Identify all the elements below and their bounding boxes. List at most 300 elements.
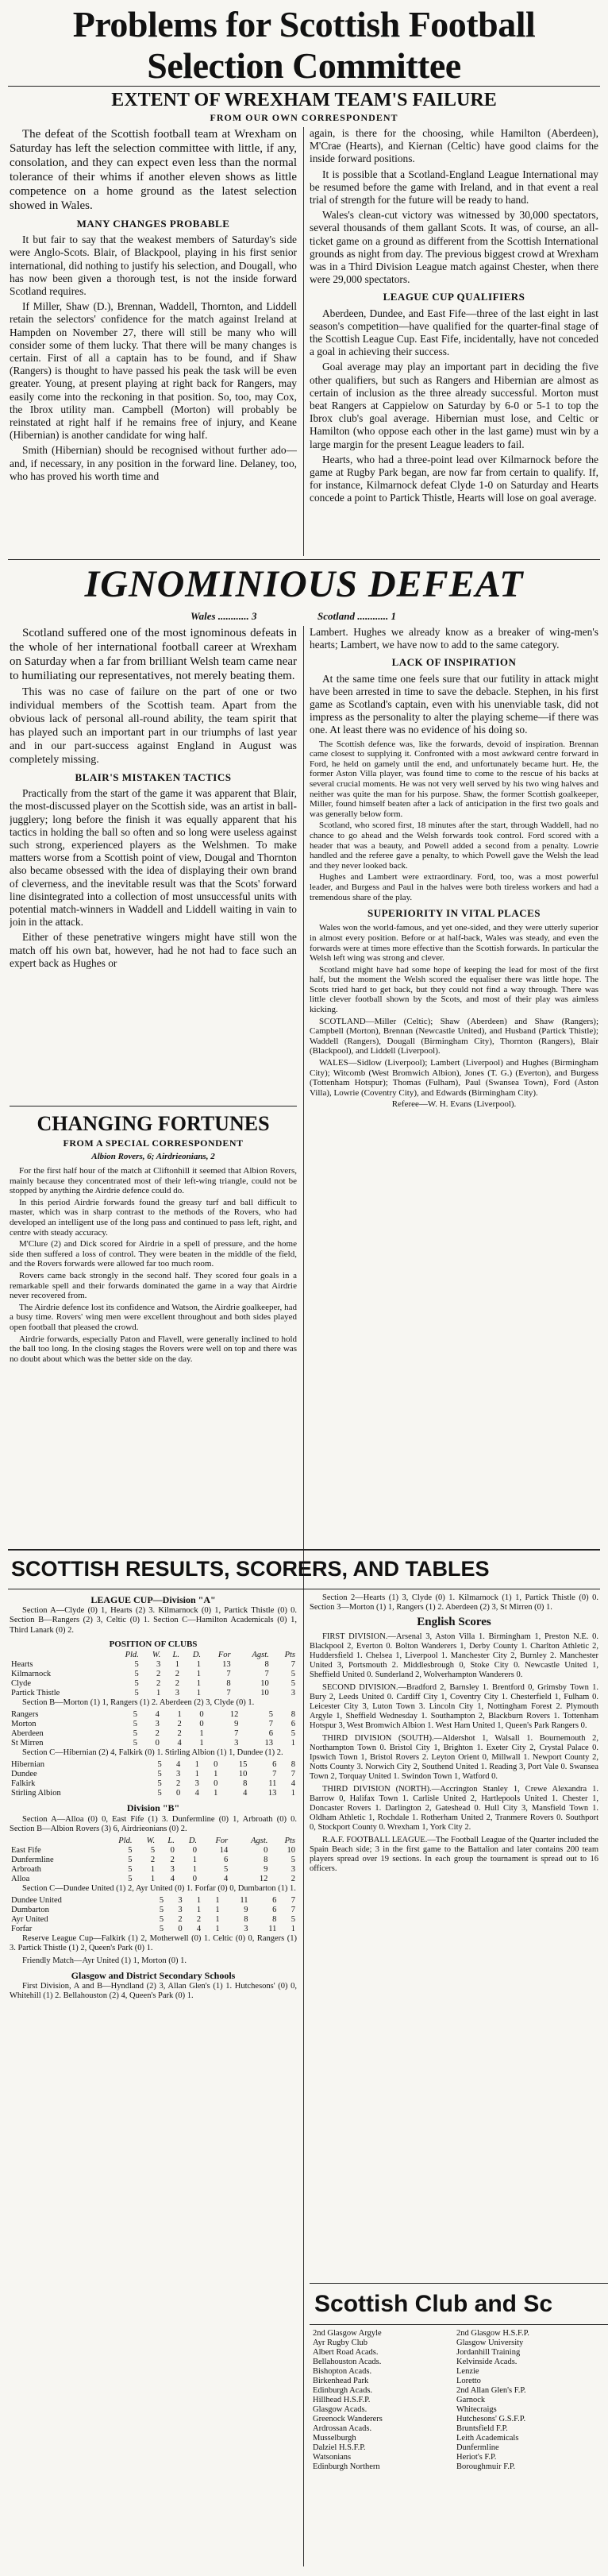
table-cell: 5 [134,1660,139,1670]
table-cell: 1 [199,1739,204,1748]
table-cell: 6 [223,1856,229,1865]
article2-right-subhead: LACK OF INSPIRATION [391,656,517,669]
table-cell: 2 [175,1670,179,1679]
article3-para: M'Clure (2) and Dick scored for Airdrie in a spell of pressure, and the home side then suffered a loss of control. They were beaten in the middle of the field, and the Rovers forwards were allowed far too much room. [10,1239,297,1269]
club-row [311,2396,598,2405]
table-row [10,1915,297,1925]
article1-right-para: Wales's clean-cut victory was witnessed by 30,000 spectators, several thousands of them gallant Scots. It was, of course, an all-ticket game on a ground as different from the Scottish International grounds as night from day. The previous biggest crowd at Wrexham was in a Third Division League match against Chester, when there were 29,000 spectators. [310,209,598,286]
table-row [10,1856,297,1865]
article2-right-para: Lambert. Hughes we already know as a breaker of wing-men's hearts; Lambert, we have now to add to the same category. [310,626,598,651]
table-cell: 0 [170,1846,175,1856]
table-cell: 1 [156,1689,161,1698]
table-cell: 1 [196,1660,202,1670]
table-cell: 4 [243,1789,248,1798]
table-cell: 5 [128,1856,133,1865]
english-title: English Scores [417,1616,491,1629]
table-cell: 1 [215,1915,220,1925]
table-cell: 2 [177,1729,182,1739]
table-cell: 8 [264,1856,268,1865]
table-header-cell: W. [146,1836,156,1846]
results-column [10,1593,297,2566]
table-cell: 2 [175,1679,179,1689]
divider [8,1549,600,1551]
club-cell: Glasgow Acads. [313,2405,367,2414]
table-cell: 5 [150,1846,156,1856]
table-cell: 5 [157,1779,162,1789]
table-header-cell: D. [188,1836,198,1846]
club-cell: Lenzie [456,2367,479,2376]
table-header-row [10,1651,297,1660]
league-table-c [10,1760,297,1798]
table-cell: 3 [234,1739,239,1748]
article2-small-para: The Scottish defence was, like the forwards, devoid of inspiration. Brennan came closest to supplying it. Confronted with a most awkward centre forward in Ford, he held on gamely until the end, and unfortunately became hurt. He, the former Aston Villa player, was found time to come to the rescue of his backs at several crucial moments. He was not very well served by his two wing halves and neither was quite the man for his purpose. Shaw, the former Scottish goalkeeper, Miller, found himself beaten after a lack of anticipation in the first two goals and was generally below form. [310,739,598,819]
table-cell: 2 [156,1670,161,1679]
article2-left-column [10,626,297,1103]
table-cell: 13 [267,1789,277,1798]
article3-para: For the first half hour of the match at Cliftonhill it seemed that Albion Rovers, mainly because they concentrated most of their left-wing triangle, could not be stopped by anything the Airdrie defence could do. [10,1166,297,1196]
club-cell: Garnock [456,2396,486,2404]
club-cell: Greenock Wanderers [313,2415,383,2423]
table-cell: 7 [291,1660,295,1670]
score-scotland: Scotland ............ 1 [317,610,396,622]
table-cell: 8 [272,1915,277,1925]
club-cell: Musselburgh [313,2434,356,2443]
article1-right-para: Hearts, who had a three-point lead over Kilmarnock before the game at Rugby Park began, are now far from certain to qualify. If, for instance, Kilmarnock defeat Clyde 1-0 on Saturday and Hearts concede a point to Partick Thistle, Hearts will lose on goal average. [310,453,598,504]
table-cell: 5 [291,1915,295,1925]
article2-small-para: Scotland, who scored first, 18 minutes after the start, through Waddell, had no chance to go ahead and the Welsh forwards took control. Ford scored with a header that was a beauty, and Powell added a second from a penalty. Lowrie handled and the referee gave a penalty, to which Powell gave the Welsh the lead and they never looked back. [310,821,598,871]
results-text: Section B—Morton (1) 1, Rangers (1) 2. Aberdeen (2) 3, Clyde (0) 1. [22,1698,255,1708]
results-text: Section 2—Hearts (1) 3, Clyde (0) 1. Kilmarnock (1) 1, Partick Thistle (0) 0. Section 3—Morton (1) 1, Rangers (1) 2. Aberdeen (2) 3, St Mirren (0) 1. [310,1593,598,1612]
table-cell: Forfar [11,1925,33,1934]
article3-body [10,1166,297,1543]
referee: Referee—W. H. Evans (Liverpool). [391,1099,517,1110]
results-title: SCOTTISH RESULTS, SCORERS, AND TABLES [11,1557,490,1581]
article1-left-para: Smith (Hibernian) should be recognised without further ado—and, if necessary, in any position in the forward line. Delaney, too, who has proved his worth time and [10,444,297,482]
table-cell: 11 [268,1779,277,1789]
table-cell: 1 [177,1710,182,1720]
table-cell: 2 [170,1856,175,1865]
table-row [10,1906,297,1915]
table-cell: 5 [128,1846,133,1856]
table-cell: 5 [223,1865,229,1875]
table-cell: Dundee United [11,1896,62,1906]
article2-left-para: Scotland suffered one of the most ignominous defeats in the whole of her international football career at Wrexham on Saturday when a far from brilliant Welsh team came near to humiliating our representatives, not merely beating them. [10,627,297,682]
table-cell: 6 [272,1906,277,1915]
table-cell: 1 [215,1906,220,1915]
table-cell: 5 [157,1789,162,1798]
club-cell: 2nd Glasgow Argyle [313,2329,382,2338]
club-row [311,2367,598,2377]
table-cell: 1 [214,1770,218,1779]
article3-title: CHANGING FORTUNES [37,1112,270,1135]
headline-line-1: Problems for Scottish Football [72,4,536,44]
table-cell: 5 [134,1670,139,1679]
table-row [10,1739,297,1748]
club-cell: Hillhead H.S.F.P. [313,2396,371,2404]
table-cell: Hibernian [11,1760,44,1770]
table-cell: Arbroath [11,1865,41,1875]
table-cell: 1 [291,1925,295,1934]
table-cell: 5 [128,1875,133,1884]
results-text: First Division, A and B—Hyndland (2) 3, Allan Glen's (1) 1. Hutchesons' (0) 0, Whitehill (1) 2. Bellahouston (2) 4, Queen's Park (0) 1. [10,1982,297,2001]
club-cell: Watsonians [313,2453,352,2462]
table-cell: 3 [175,1689,179,1698]
club-cell: 2nd Allan Glen's F.P. [456,2386,526,2395]
article2-left-para: This was no case of failure on the part of one or two individual members of the Scottish team. Apart from the obvious lack of personal all-round ability, the team spirit that has played such an important part in our triumphs of last year and in our part-success against England in August was completely missing. [10,686,297,766]
club-row [311,2443,598,2453]
table-cell: 1 [214,1789,218,1798]
table-cell: 0 [199,1710,204,1720]
table-cell: Dumbarton [11,1906,49,1915]
table-cell: Stirling Albion [11,1789,61,1798]
column-rule [303,1593,304,2566]
club-row [311,2348,598,2358]
article2-right-para: At the same time one feels sure that our futility in attack might have been arrested in time to save the debacle. Stephen, in his first game as Scotland's captain, even with his unenviable task, did not impress as the personality to alter the playing scheme—if there was one. At least there was no evidence of his doing so. [310,672,598,736]
table-cell: 8 [243,1779,248,1789]
article3-para: The Airdrie defence lost its confidence and Watson, the Airdrie goalkeeper, had a busy time. Rovers' wing men were excellent throughout and both sides played open football that pleased the crowd. [10,1302,297,1332]
table-cell: 3 [178,1906,183,1915]
table-row [10,1689,297,1698]
table-cell: 1 [175,1660,179,1670]
table-cell: 0 [214,1760,218,1770]
table-cell: 5 [159,1906,164,1915]
article1-right-para: Aberdeen, Dundee, and East Fife—three of the last eight in last season's competition—have qualified for the quarter-final stage of the Scottish League Cup. East Fife, incidentally, have not conceded a goal in achieving their success. [310,307,598,358]
article1-left-para: It but fair to say that the weakest members of Saturday's side were Anglo-Scots. Blair, of Blackpool, playing in his first senior international, did nothing to justify his selection, and Dougall, who has now been given a thorough test, is not the inside forward Scotland requires. [10,234,297,298]
table-cell: 5 [291,1670,295,1679]
club-cell: Edinburgh Acads. [313,2386,373,2395]
article3-para: Airdrie forwards, especially Paton and Flavell, were generally inclined to hold the ball too long. In the closing stages the Rovers were well on top and there was no doubt about which was the better side on the day. [10,1334,297,1364]
club-row [311,2424,598,2434]
club-cell: Loretto [456,2377,481,2385]
club-row [311,2329,598,2338]
score-wales: Wales ............ 3 [190,610,257,622]
table-row [10,1670,297,1679]
table-cell: 5 [133,1710,137,1720]
table-cell: 5 [159,1915,164,1925]
team-list-scotland: SCOTLAND—Miller (Celtic); Shaw (Aberdeen) and Shaw (Rangers); Campbell (Morton), Brennan (Newcastle United), and Husband (Partick Thistle); Waddell (Rangers), Dougall (Birmingham City), Thornton (Rangers), Blair (Blackpool), and Liddell (Liverpool). [310,1016,598,1056]
table-row [10,1846,297,1856]
table-cell: 1 [196,1896,202,1906]
table-cell: 6 [272,1760,277,1770]
article2-left-para: Either of these penetrative wingers might have still won the match off his own bat, however, had he not had to face such an expert back as Hughes or [10,931,297,969]
table-cell: 0 [214,1779,218,1789]
club-cell: Dalziel H.S.F.P. [313,2443,366,2452]
table-cell: 2 [156,1679,161,1689]
table-cell: 5 [159,1925,164,1934]
table-cell: 1 [196,1670,202,1679]
league-table-a [10,1651,297,1698]
table-cell: 5 [268,1710,274,1720]
table-cell: 5 [133,1720,137,1729]
table-cell: 8 [226,1679,231,1689]
article2-left-subhead: BLAIR'S MISTAKEN TACTICS [75,771,232,783]
table-header-cell: Agst. [251,1836,268,1846]
table-cell: 2 [196,1915,202,1925]
table-cell: 6 [268,1729,274,1739]
table-cell: Aberdeen [11,1729,44,1739]
club-row [311,2434,598,2443]
table-cell: 7 [291,1896,295,1906]
table-cell: 6 [272,1896,277,1906]
article2-left-para: Practically from the start of the game it was apparent that Blair, the most-discussed player on the Scottish side, was an artist in ball-jugglery; long before the finish it was equally apparent that his tactics in holding the ball so often and so long were useless against such strong, experienced players as the Welshmen. To make matters worse from a Scottish point of view, Dougal and Thornton also became obsessed with the idea of displaying their own brand of cleverness, and the inevitable result was that the Scots' forward line disintegrated into a collection of most unsuccessful units with potential match-winners in Waddell and Liddell waiting in vain to join in the attack. [10,787,297,929]
club-row [311,2415,598,2424]
table-header-cell: Pts [284,1836,295,1846]
table-cell: 10 [260,1679,269,1689]
table-cell: 10 [260,1689,269,1698]
article2-small-text [310,740,598,903]
table-cell: 8 [291,1710,295,1720]
results-text: Section A—Alloa (0) 0, East Fife (1) 3. Dunfermline (0) 1, Arbroath (0) 0. Section B—Albion Rovers (3) 6, Airdrieonians (0) 2. [10,1814,297,1833]
table-cell: 1 [196,1689,202,1698]
table-cell: 9 [244,1906,248,1915]
table-cell: 4 [194,1789,199,1798]
table-cell: 12 [259,1875,268,1884]
table-header-cell: D. [192,1651,202,1660]
article1-left-para: If Miller, Shaw (D.), Brennan, Waddell, Thornton, and Liddell retain the selectors' confidence for the match against Ireland at Hampden on November 27, there will still be many who will consider some of them lucky. That there will be many changes is certain. First of all a captain has to be found, and if Shaw (Rangers) is thought to have passed his peak the task will be even greater. Young, at present playing at right back for Rangers, may easily come into the reckoning in that position. So, too, may Cox, the Ibrox utility man. Campbell (Morton) will probably be reinstated at right half if he remains free of injury, and Keane (Hibernian) is another candidate for wing half. [10,300,297,442]
table-row [10,1729,297,1739]
table-cell: 5 [159,1896,164,1906]
table-cell: 11 [268,1925,277,1934]
table-cell: 3 [170,1865,175,1875]
table-cell: 3 [291,1865,295,1875]
table-row [10,1770,297,1779]
results-text: Friendly Match—Ayr United (1) 1, Morton (0) 1. [22,1956,187,1965]
club-cell: Boroughmuir F.P. [456,2462,516,2471]
table-cell: 5 [134,1679,139,1689]
club-row [311,2453,598,2462]
english-para: THIRD DIVISION (SOUTH).—Aldershot 1, Walsall 1. Bournemouth 2, Northampton Town 0. Bristol City 1, Brighton 1. Exeter City 2, Crystal Palace 0. Ipswich Town 1, Bristol Rovers 2. Leyton Orient 0, Millwall 1. Newport County 2, Notts County 3. Norwich City 2, Southend United 1. Reading 3, Port Vale 0. Swansea Town 2, Torquay United 1. Swindon Town 1, Watford 0. [310,1733,598,1782]
table-row [10,1779,297,1789]
table-cell: 13 [222,1660,231,1670]
table-header-cell: W. [152,1651,161,1660]
table-cell: 0 [264,1846,268,1856]
table-cell: 1 [192,1865,198,1875]
table-cell: 3 [178,1896,183,1906]
club-row [311,2386,598,2396]
table-cell: 1 [150,1875,156,1884]
table-cell: Clyde [11,1679,32,1689]
table-cell: 5 [157,1760,162,1770]
table-cell: Hearts [11,1660,33,1670]
table-cell: 2 [291,1875,295,1884]
table-cell: 5 [291,1856,295,1865]
article3-para: Rovers came back strongly in the second half. They scored four goals in a remarkable spell and their forwards dominated the game in a way that Airdrie never recovered from. [10,1270,297,1301]
table-cell: 15 [238,1760,248,1770]
table-cell: 2 [176,1779,181,1789]
team-list-wales: WALES—Sidlow (Liverpool); Lambert (Liverpool) and Hughes (Birmingham City); Witcomb (West Bromwich Albion), Jones (T. G.) (Everton), and Burgess (Tottenham Hotspur); Thomas (Fulham), Paul (Swansea Town), Ford (Aston Villa), Lowrie (Coventry City), and Edwards (Birmingham City). [310,1058,598,1098]
divider [8,559,600,560]
english-para: R.A.F. FOOTBALL LEAGUE.—The Football League of the Quarter included the Spain Beach side; 3 in the first game to the Battalion and later contains 200 team players spread over 19 sections. In each group the tournament is spread out to 16 officers. [310,1835,598,1874]
table-cell: 1 [196,1679,202,1689]
table-cell: 7 [291,1906,295,1915]
club-cell: Albert Road Acads. [313,2348,379,2357]
table-cell: 8 [291,1760,295,1770]
table-row [10,1660,297,1670]
table-row [10,1925,297,1934]
table-cell: 0 [155,1739,160,1748]
table-cell: 1 [194,1770,199,1779]
table-cell: 5 [133,1739,137,1748]
results-text: Reserve League Cup—Falkirk (1) 2, Motherwell (0) 1. Celtic (0) 0, Rangers (1) 3. Partick Thistle (1) 2, Queen's Park (0) 1. [10,1934,297,1953]
table-cell: 0 [178,1925,183,1934]
table-cell: 7 [268,1720,274,1729]
table-cell: 13 [264,1739,274,1748]
article1-left-column [10,127,297,556]
leaguecup-head: LEAGUE CUP—Division "A" [90,1594,216,1605]
table-cell: 3 [244,1925,248,1934]
table-row [10,1679,297,1689]
league-table-b [10,1710,297,1748]
divider [310,2283,608,2284]
table-header-row [10,1836,297,1846]
column-rule [303,127,304,556]
english-para: THIRD DIVISION (NORTH).—Accrington Stanley 1, Crewe Alexandra 1. Barrow 0, Halifax Town 1. Carlisle United 2, Hartlepools United 1. Chester 1, Doncaster Rovers 1. Darlington 2, Gateshead 0. Hull City 3, Mansfield Town 1. Oldham Athletic 1, Rochdale 1. Rotherham United 2, Tranmere Rovers 0. Southport 0, Stockport County 0. Wrexham 1, York City 2. [310,1784,598,1833]
table-row [10,1789,297,1798]
club-cell: Ayr Rugby Club [313,2338,368,2347]
table-cell: 5 [291,1679,295,1689]
table-row [10,1896,297,1906]
table-cell: 1 [150,1865,156,1875]
club-cell: Ardrossan Acads. [313,2424,372,2433]
club-row [311,2377,598,2386]
table-cell: 4 [223,1875,229,1884]
club-cell: Whitecraigs [456,2405,497,2414]
club-cell: 2nd Glasgow H.S.F.P. [456,2329,529,2338]
table-cell: Dunfermline [11,1856,54,1865]
article2-small-para: Hughes and Lambert were extraordinary. Ford, too, was a most powerful leader, and Burgess and Paul in the halves were both tireless workers and had a tremendous share of the play. [310,872,598,902]
table-cell: 4 [176,1760,181,1770]
club-cell: Jordanhill Training [456,2348,521,2357]
table-row [10,1865,297,1875]
table-header-cell [10,1836,100,1846]
table-cell: 2 [177,1720,182,1729]
article2-small-text [310,923,598,1110]
table-cell: 10 [238,1770,248,1779]
table-header-cell: L. [167,1836,175,1846]
club-cell: Birkenhead Park [313,2377,369,2385]
headline-line-2: Selection Committee [147,45,461,86]
table-cell: 7 [291,1770,295,1779]
table-cell: 3 [176,1770,181,1779]
article1-right-subhead: LEAGUE CUP QUALIFIERS [383,291,525,303]
article3-byline: FROM A SPECIAL CORRESPONDENT [63,1137,244,1149]
article1-byline: FROM OUR OWN CORRESPONDENT [210,112,398,123]
club-cell: Bellahouston Acads. [313,2358,382,2366]
table-header-cell: For [215,1836,229,1846]
table-cell: East Fife [11,1846,41,1856]
club-title: Scottish Club and Sc [314,2291,553,2317]
english-para: SECOND DIVISION.—Bradford 2, Barnsley 1. Brentford 0, Grimsby Town 1. Bury 2, Leeds United 0. Cardiff City 1, Coventry City 1. Chesterfield 1, Fulham 0. Leicester City 3, Luton Town 3. Lincoln City 1, Nottingham Forest 2. Plymouth Argyle 1, Sheffield Wednesday 1. Southampton 2, Blackburn Rovers 1. Tottenham Hotspur 3, West Bromwich Albion 1. West Ham United 1, Queen's Park Rangers 0. [310,1682,598,1731]
table-cell: 5 [134,1689,139,1698]
table-cell: 3 [156,1660,161,1670]
table-cell: 4 [170,1875,175,1884]
table-cell: 4 [177,1739,182,1748]
article1-left-subhead: MANY CHANGES PROBABLE [76,218,230,230]
article2-small-para: Wales won the world-famous, and yet one-sided, and they were utterly superior in almost every position. Before or at half-back, Wales was steady, and even the forwards were at times more effective than the Scottish forwards. In particular the Welsh left wing was strong and clever. [310,923,598,964]
article1-right-para: It is possible that a Scotland-England League International may be resumed before the game with Ireland, and in that event a real trial of strength for the future will be ready to hand. [310,168,598,207]
table-row [10,1710,297,1720]
table-cell: 8 [264,1660,269,1670]
division-b-head: Division "B" [126,1802,180,1814]
table-cell: 6 [291,1720,295,1729]
club-cell: Heriot's F.P. [456,2453,497,2462]
table-cell: 4 [155,1710,160,1720]
club-list [311,2329,598,2567]
table-cell: 4 [196,1925,202,1934]
table-cell: 9 [234,1720,239,1729]
article1-right-column [310,127,598,556]
english-column [310,1593,598,2277]
club-cell: Hutchesons' G.S.F.P. [456,2415,526,2423]
table-cell: 14 [219,1846,229,1856]
article1-left-para: The defeat of the Scottish football team at Wrexham on Saturday has left the selection committee with little, if any, consolation, and they can expect even less than the normal tolerance of their whims if another eleven shows as little competence on a home ground as the latest selection showed in Wales. [10,128,297,212]
table-cell: 1 [291,1739,295,1748]
table-header-cell: L. [172,1651,179,1660]
club-cell: Glasgow University [456,2338,524,2347]
article1-right-para: Goal average may play an important part in deciding the five other qualifiers, but such as Rangers and Hibernian are almost as certain of inclusion as the three already successful. Morton must beat Rangers at Cappielow on Saturday by 6-0 or 5-1 to top the Ibrox club's goal average. Hibernian must lose, and Celtic or Hamilton (who oppose each other in the last game) must win by a large margin for the present League leaders to fail. [310,361,598,450]
table-cell: 12 [229,1710,239,1720]
club-table [311,2329,598,2472]
table-header-cell: Pld. [125,1651,139,1660]
table-cell: 1 [196,1906,202,1915]
table-cell: 7 [264,1670,269,1679]
table-row [10,1760,297,1770]
article1-title: EXTENT OF WREXHAM TEAM'S FAILURE [111,90,497,110]
table-row [10,1720,297,1729]
table-cell: 2 [155,1729,160,1739]
table-cell: 5 [128,1865,133,1875]
results-text: Section A—Clyde (0) 1, Hearts (2) 3. Kilmarnock (0) 1, Partick Thistle (0) 0. Section B—Rangers (2) 3, Celtic (0) 1. Section C—Hamilton Academicals (0) 1, Third Lanark (0) 2. [10,1606,297,1635]
table-cell: 5 [133,1729,137,1739]
table-cell: Ayr United [11,1915,48,1925]
club-cell: Edinburgh Northern [313,2462,380,2471]
club-cell: Kelvinside Acads. [456,2358,518,2366]
article2-right-subhead: SUPERIORITY IN VITAL PLACES [367,907,541,920]
table-cell: 11 [240,1896,248,1906]
table-header-cell [10,1651,108,1660]
article3-score: Albion Rovers, 6; Airdrieonians, 2 [91,1152,215,1161]
table-cell: 4 [291,1779,295,1789]
table-cell: Morton [11,1720,37,1729]
table-cell: Falkirk [11,1779,36,1789]
table-header-cell: Pld. [118,1836,133,1846]
table-cell: 0 [192,1875,198,1884]
table-cell: 8 [244,1915,248,1925]
table-cell: 1 [215,1925,220,1934]
table-cell: 1 [199,1729,204,1739]
divider [8,86,600,87]
table-cell: 2 [178,1915,183,1925]
league-table-d [10,1836,297,1884]
table-header-cell: For [217,1651,231,1660]
table-cell: 5 [291,1729,295,1739]
table-cell: Partick Thistle [11,1689,60,1698]
table-cell: 3 [291,1689,295,1698]
table-cell: Dundee [11,1770,37,1779]
table-cell: 10 [287,1846,295,1856]
table-cell: 5 [157,1770,162,1779]
club-row [311,2358,598,2367]
table-cell: 1 [215,1896,220,1906]
schools-head: Glasgow and District Secondary Schools [71,1969,236,1981]
results-text: Section C—Hibernian (2) 4, Falkirk (0) 1. Stirling Albion (1) 1, Dundee (1) 2. [22,1748,283,1758]
table-cell: 3 [155,1720,160,1729]
table-header-cell: Agst. [252,1651,269,1660]
club-row [311,2405,598,2415]
club-cell: Bruntsfield F.P. [456,2424,508,2433]
divider [310,2324,608,2325]
article2-small-para: Scotland might have had some hope of keeping the lead for most of the first half, but the moment the Welsh scored the equaliser there was little hope. The Scots tried hard to get back, but they could not find a way through. There was little clever football shown by the Scots, and most of their play was aimless kicking. [310,964,598,1015]
